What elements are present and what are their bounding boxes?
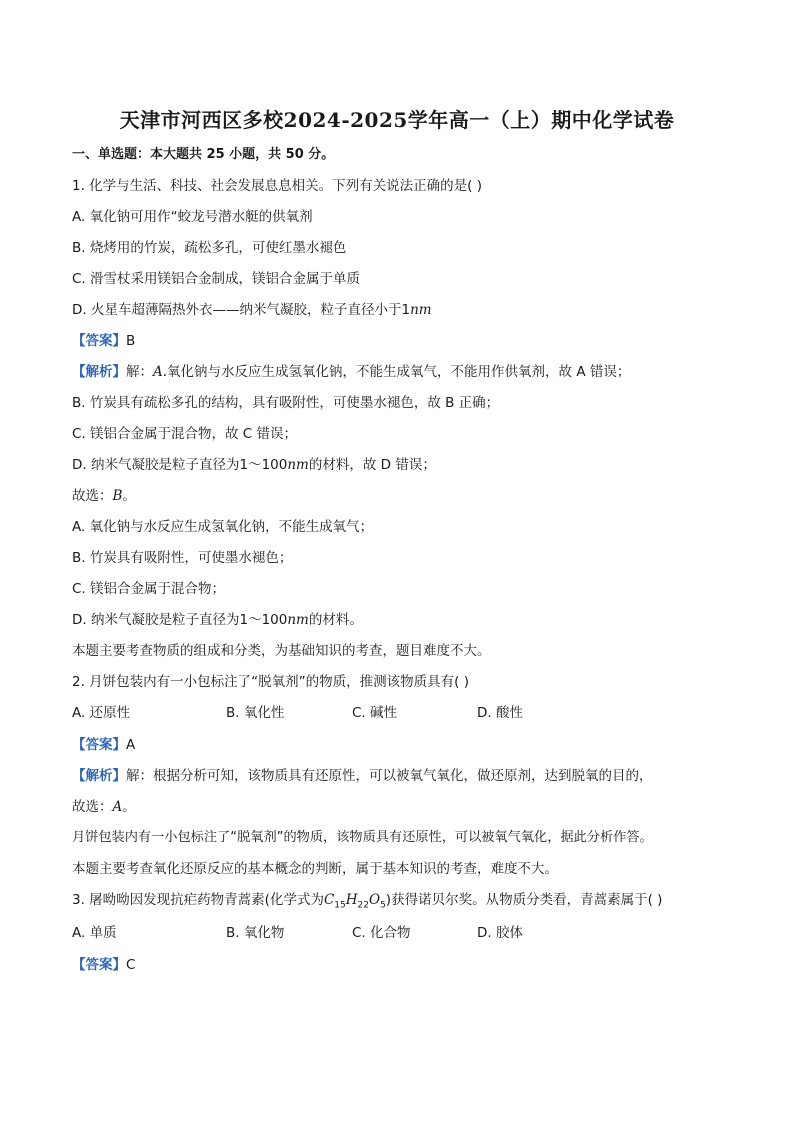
formula-c-count: 15 — [334, 900, 346, 911]
q2-option-b: B. 氧化性 — [226, 705, 285, 721]
q3-option-d: D. 胶体 — [477, 925, 523, 941]
q1-choice-value: B — [112, 488, 123, 504]
q2-stem: 2. 月饼包装内有一小包标注了“脱氧剂”的物质，推测该物质具有( ) — [72, 674, 469, 690]
q1-analysis-4-post: 的材料，故 D 错误； — [308, 457, 436, 473]
q3-answer-value: C — [126, 957, 136, 973]
q1-option-d-num: 1 — [401, 302, 411, 318]
q1-choice — [72, 487, 732, 505]
q3-stem-pre: 3. 屠呦呦因发现抗疟药物青蒿素(化学式为 — [72, 892, 324, 908]
q2-choice-post: 。 — [122, 799, 136, 815]
q1-analysis-3: C. 镁铝合金属于混合物，故 C 错误； — [72, 426, 298, 442]
q3-stem — [72, 891, 732, 915]
q1-option-d-unit: nm — [410, 302, 432, 318]
q1-analysis-4-range: 1～100 — [239, 457, 288, 473]
q1-summary-b: B. 竹炭具有吸附性，可使墨水褪色； — [72, 550, 293, 566]
q2-conclusion: 本题主要考查氧化还原反应的基本概念的判断，属于基本知识的考查，难度不大。 — [72, 861, 558, 877]
analysis-tag: 【解析】 — [72, 364, 126, 380]
q1-analysis-1-a: A. — [153, 364, 168, 380]
q1-analysis-1 — [72, 363, 732, 381]
q1-summary-d-range: 1～100 — [239, 612, 288, 628]
q1-summary-c: C. 镁铝合金属于混合物； — [72, 581, 226, 597]
formula-c: C — [323, 892, 335, 908]
q2-option-d: D. 酸性 — [477, 705, 523, 721]
q1-analysis-1-pre: 解： — [126, 364, 153, 380]
formula-h-count: 22 — [357, 900, 369, 911]
q1-summary-d-pre: D. 纳米气凝胶是粒子直径为 — [72, 612, 240, 628]
q1-option-d — [72, 301, 732, 319]
q2-analysis-2: 月饼包装内有一小包标注了“脱氧剂”的物质，该物质具有还原性，可以被氧气氧化，据此分析作答。 — [72, 830, 653, 845]
q2-answer-value: A — [126, 737, 136, 753]
q1-analysis-2: B. 竹炭具有疏松多孔的结构，具有吸附性，可使墨水褪色，故 B 正确； — [72, 395, 500, 411]
q1-analysis-4 — [72, 456, 732, 474]
formula-o-count: 5 — [380, 900, 386, 911]
q3-option-b: B. 氧化物 — [226, 925, 285, 941]
q1-choice-pre: 故选： — [72, 488, 113, 504]
q2-choice — [72, 798, 732, 816]
q1-answer-value: B — [126, 333, 136, 349]
q1-choice-post: 。 — [122, 488, 136, 504]
q1-summary-d — [72, 611, 732, 629]
q1-summary-d-unit: nm — [287, 612, 309, 628]
q1-option-b: B. 烧烤用的竹炭，疏松多孔，可使红墨水褪色 — [72, 240, 347, 256]
q2-choice-value: A — [112, 799, 123, 815]
answer-tag: 【答案】 — [72, 957, 126, 973]
q1-summary-a: A. 氧化钠与水反应生成氢氧化钠，不能生成氧气； — [72, 519, 374, 535]
q3-option-a: A. 单质 — [72, 925, 117, 941]
q2-option-a: A. 还原性 — [72, 705, 131, 721]
q1-analysis-4-pre: D. 纳米气凝胶是粒子直径为 — [72, 457, 240, 473]
q1-answer — [72, 332, 732, 350]
q2-answer — [72, 736, 732, 754]
q1-option-c: C. 滑雪杖采用镁铝合金制成，镁铝合金属于单质 — [72, 271, 361, 287]
analysis-tag: 【解析】 — [72, 768, 126, 784]
q1-analysis-4-unit: nm — [287, 457, 309, 473]
q1-analysis-1-rest: 氧化钠与水反应生成氢氧化钠，不能生成氧气，不能用作供氧剂，故 A 错误； — [167, 364, 631, 380]
section-header: 一、单选题：本大题共 25 小题，共 50 分。 — [72, 147, 335, 162]
q2-choice-pre: 故选： — [72, 799, 113, 815]
formula-o: O — [368, 892, 381, 908]
q3-stem-post: )获得诺贝尔奖。从物质分类看，青蒿素属于( ) — [385, 892, 663, 908]
q3-option-c: C. 化合物 — [352, 925, 411, 941]
q2-analysis-1 — [72, 767, 732, 785]
q2-analysis-1-text: 解：根据分析可知，该物质具有还原性，可以被氧气氧化，做还原剂，达到脱氧的目的， — [126, 768, 653, 784]
q3-answer — [72, 956, 732, 974]
exam-title: 天津市河西区多校2024-2025学年高一（上）期中化学试卷 — [119, 108, 675, 132]
q1-summary-d-post: 的材料。 — [308, 612, 363, 628]
q1-conclusion: 本题主要考查物质的组成和分类，为基础知识的考查，题目难度不大。 — [72, 643, 491, 659]
q2-option-c: C. 碱性 — [352, 705, 398, 721]
q1-option-a: A. 氧化钠可用作“蛟龙号潜水艇的供氧剂 — [72, 209, 313, 225]
formula-h: H — [345, 892, 358, 908]
answer-tag: 【答案】 — [72, 737, 126, 753]
answer-tag: 【答案】 — [72, 333, 126, 349]
q1-option-d-text: D. 火星车超薄隔热外衣——纳米气凝胶，粒子直径小于 — [72, 302, 402, 318]
q1-stem: 1. 化学与生活、科技、社会发展息息相关。下列有关说法正确的是( ) — [72, 178, 482, 194]
